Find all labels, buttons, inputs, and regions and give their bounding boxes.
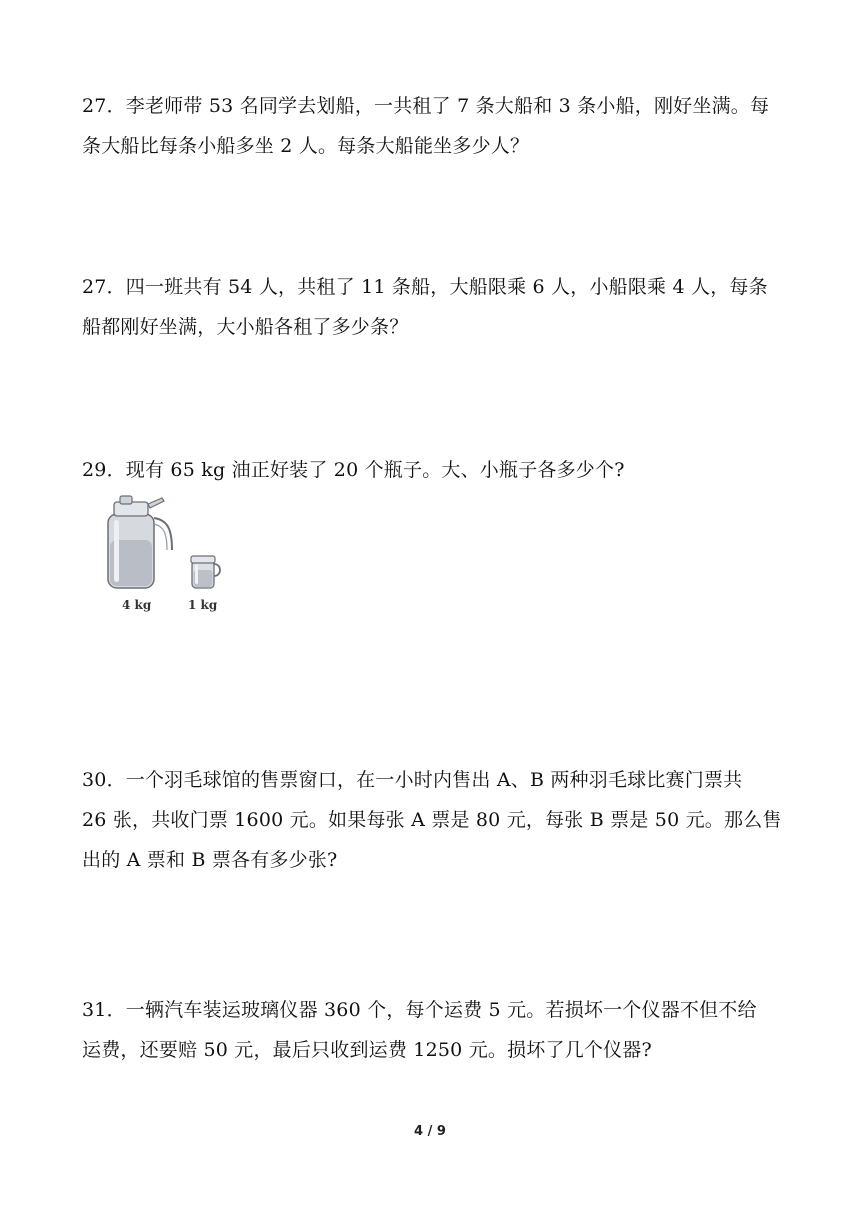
question-text-line: 运费，还要赔 50 元，最后只收到运费 1250 元。损坏了几个仪器? [82,1039,652,1061]
small-bottle-icon [191,556,220,588]
question-text-line: 31．一辆汽车装运玻璃仪器 360 个，每个运费 5 元。若损坏一个仪器不但不给 [82,999,757,1021]
question-text-line: 30．一个羽毛球馆的售票窗口，在一小时内售出 A、B 两种羽毛球比赛门票共 [82,769,743,791]
question-text-line: 出的 A 票和 B 票各有多少张? [82,849,338,871]
question-text-line: 27．四一班共有 54 人，共租了 11 条船，大船限乘 6 人，小船限乘 4 人，每条 [82,276,768,298]
page-number: 4 / 9 [414,1124,446,1139]
question-text-line: 船都刚好坐满，大小船各租了多少条？ [82,316,409,338]
question-text-line: 26 张，共收门票 1600 元。如果每张 A 票是 80 元，每张 B 票是 50 元。那么售 [82,809,782,831]
question-27-class-boats [82,267,782,347]
question-text-line: 29．现有 65 kg 油正好装了 20 个瓶子。大、小瓶子各多少个? [82,459,625,481]
big-bottle-weight-label: 4 kg [122,598,152,612]
question-27-boats-rental [82,86,782,166]
question-31-glass-instruments [82,990,782,1070]
question-text-line: 27．李老师带 53 名同学去划船，一共租了 7 条大船和 3 条小船，刚好坐满。每 [82,95,770,117]
bottles-illustration [100,494,250,618]
question-29-oil-bottles [82,450,782,490]
small-bottle-weight-label: 1 kg [188,598,218,612]
question-30-badminton-tickets [82,760,782,880]
big-bottle-icon [108,496,172,588]
question-text-line: 条大船比每条小船多坐 2 人。每条大船能坐多少人？ [82,135,530,157]
oil-bottles-image [100,494,250,598]
